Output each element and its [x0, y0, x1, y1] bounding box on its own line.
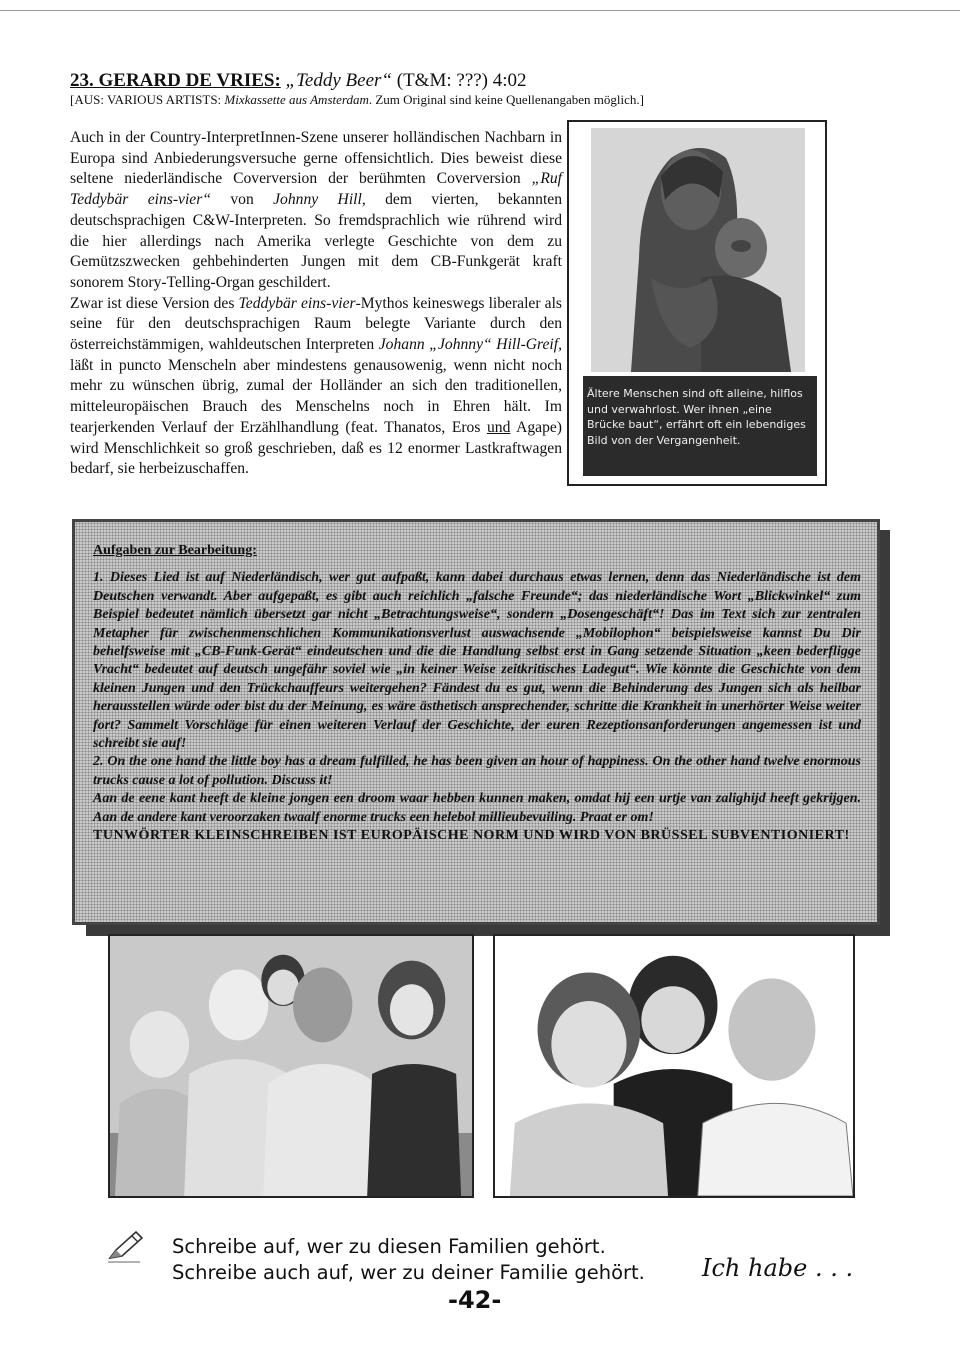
- intro-paragraph-2: [70, 294, 562, 480]
- source-album: Mixkassette aus Amsterdam: [224, 92, 369, 107]
- task-1: 1. Dieses Lied ist auf Niederländisch, wer gut aufpaßt, kann dabei durchaus etwas lernen, denn das Niederländische ist dem Deutschen verwandt. Aber aufgepaßt, es gibt auch reichlich „falsche Freunde“; das niederländische Wort „Blickwinkel“ zum Beispiel bedeutet nämlich übersetzt gar nicht „Betrachtungsweise“, sondern „Dosengeschäft“! Das im Text sich zur zentralen Metapher für zwischenmenschlichen Kommunikationsverlust auswachsende „Mobilophon“ beispielsweise kannst Du Dir behelfsweise mit „CB-Funk-Gerät“ eindeutschen und die die Handlung selbst erst in Gang setzende Situation „keen bederfligge Vracht“ bedeutet auf deutsch ungefähr soviel wie „in keiner Weise zeitkritisches Ladegut“. Wie könnte die Geschichte von dem kleinen Jungen und den Trückchauffeurs weitergehen? Fändest du es gut, wenn die Behinderung des Jungen sich als heilbar herausstellen würde oder bist du der Meinung, es wäre ästhetisch ansprechender, schritte die Krankheit in unerhörter Weise weiter fort? Sammelt Vorschläge für einen weiteren Verlauf der Geschichte, der euren Rezeptionsanforderungen angemessen ist und schreibt sie auf!: [93, 570, 861, 752]
- intro-paragraph-1: [70, 128, 562, 294]
- task-box: [72, 519, 880, 925]
- intro-p2-d: Johann „Johnny“ Hill-Greif,: [378, 336, 562, 354]
- song-number: 23. GERARD DE VRIES:: [70, 70, 281, 91]
- intro-p1-a: Auch in der Country-InterpretInnen-Szene unserer holländischen Nachbarn in Europa sind Anbiederungsversuche gerne offensichtlich. Dies beweist diese seltene niederländische Coverversion der berühmten Coverversion: [70, 129, 562, 188]
- handwritten-note: Ich habe . . .: [702, 1254, 854, 1282]
- photo-caption: Ältere Menschen sind oft alleine, hilflos und verwahrlost. Wer ihnen „eine Brücke baut“, erfährt oft ein lebendiges Bild von der Vergangenheit.: [583, 376, 817, 476]
- source-suffix: . Zum Original sind keine Quellenangaben möglich.]: [368, 92, 644, 107]
- instruction-line-2: Schreibe auch auf, wer zu deiner Familie gehört.: [172, 1261, 645, 1284]
- intro-p2-c: -Mythos keineswegs liberaler als seine für den deutschsprachigen Raum belegte Variante durch den österreichstämmigen, wahldeutschen Interpreten: [70, 294, 563, 354]
- intro-p1-b: „Ruf Teddybär eins-vier“: [70, 170, 562, 209]
- task-caps-note: TUNWÖRTER KLEINSCHREIBEN IST EUROPÄISCHE NORM UND WIRD VON BRÜSSEL SUBVENTIONIERT!: [93, 828, 850, 844]
- source-note: [70, 92, 644, 108]
- family-photo-1: [108, 934, 474, 1198]
- intro-p2-b: Teddybär eins-vier: [238, 294, 356, 312]
- song-heading: [70, 70, 527, 92]
- intro-p2-g: Agape) wird Menschlichkeit so groß geschrieben, daß es 12 enormer Lastkraftwagen bedarf, sie herbeizuschaffen.: [70, 418, 562, 478]
- intro-p1-c: von: [210, 191, 274, 209]
- page-number: -42-: [448, 1286, 502, 1314]
- family-photo-1-image: [110, 936, 472, 1196]
- intro-p1-e: , dem vierten, bekannten deutschsprachigen C&W-Interpreten. So fremdsprachlich wie rührend wird die hier allerdings nach Amerika verlegte Geschichte von dem zu Gemützszwecken gehbehinderten Jungen mit dem CB-Funkgerät kraft sonorem Story-Telling-Organ geschildert.: [70, 191, 563, 291]
- pencil-icon: [106, 1228, 146, 1264]
- sculpture-image: [591, 128, 805, 372]
- sculpture-figure: [567, 120, 827, 486]
- source-prefix: [AUS: VARIOUS ARTISTS:: [70, 92, 225, 107]
- intro-p1-d: Johnny Hill: [273, 191, 362, 209]
- intro-p2-f: und: [486, 418, 511, 436]
- task-title: Aufgaben zur Bearbeitung:: [93, 543, 257, 558]
- instruction-line-1: Schreibe auf, wer zu diesen Familien gehört.: [172, 1235, 606, 1258]
- family-photo-2-image: [495, 936, 853, 1196]
- task-2-dutch: Aan de eene kant heeft de kleine jongen een droom waar hebben kunnen maken, omdat hij een urtje van zalighijd heeft gekrijgen. Aan de andere kant veroorzaken twaalf enorme trucks een helebol millieubevuiling. Praat er om!: [93, 791, 861, 825]
- song-credits: (T&M: ???) 4:02: [392, 70, 527, 91]
- intro-text: [70, 128, 562, 480]
- top-rule: [0, 10, 960, 11]
- family-photo-2: [493, 934, 855, 1198]
- song-title: „Teddy Beer“: [285, 70, 392, 91]
- intro-p2-e: läßt in puncto Menscheln aber mindestens genausowenig, wenn nicht noch mehr zu wünschen übrig, zumal der Holländer an sich den traditionellen, mitteleuropäischen Brauch des Menschelns noch in Ehren hält. Im tearjerkenden Verlauf der Erzählhandlung (feat. Thanatos, Eros: [70, 356, 562, 436]
- task-2-english: 2. On the one hand the little boy has a dream fulfilled, he has been given an hour of happiness. On the other hand twelve enormous trucks cause a lot of pollution. Discuss it!: [93, 754, 861, 788]
- intro-p2-a: Zwar ist diese Version des: [70, 294, 239, 312]
